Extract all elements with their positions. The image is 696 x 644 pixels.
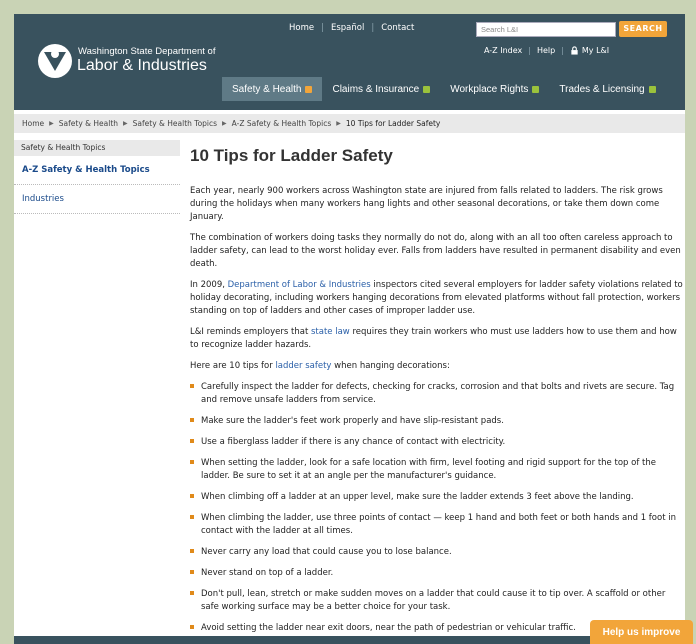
tab-label: Safety & Health — [232, 83, 302, 95]
tip-text: Never carry any load that could cause you to lose balance. — [201, 547, 452, 557]
breadcrumb-current: 10 Tips for Ladder Safety — [345, 119, 441, 128]
sidebar-item-az-topics[interactable]: A-Z Safety & Health Topics — [14, 156, 180, 185]
az-index-link[interactable]: A-Z Index — [484, 46, 523, 55]
main-nav — [222, 77, 666, 101]
bullet-icon — [190, 460, 194, 464]
bullet-icon — [190, 549, 194, 553]
lock-icon — [570, 46, 579, 55]
help-link[interactable]: Help — [536, 46, 556, 55]
util-link-home[interactable]: Home — [289, 23, 315, 33]
tip-text: Never stand on top of a ladder. — [201, 568, 334, 578]
text: inspectors cited several employers for ladder safety violations related to holiday decorating, including workers hanging decorations from elevated platforms without fall protection, workers standing on top of ladders and other cases of improper ladder use. — [190, 280, 683, 316]
search-button[interactable]: SEARCH — [619, 21, 667, 37]
bullet-icon — [190, 570, 194, 574]
chevron-down-icon — [532, 86, 539, 93]
logo-org-line1: Washington State Department of — [78, 46, 216, 57]
breadcrumb-az-topics[interactable]: A-Z Safety & Health Topics — [231, 119, 332, 128]
breadcrumb-safety-health[interactable]: Safety & Health — [58, 119, 119, 128]
chevron-down-icon — [649, 86, 656, 93]
bullet-icon — [190, 591, 194, 595]
state-law-link[interactable]: state law — [310, 327, 350, 337]
list-item — [190, 512, 684, 538]
chevron-down-icon — [305, 86, 312, 93]
util-link-espanol[interactable]: Español — [330, 23, 365, 33]
utility-nav — [289, 21, 414, 35]
divider: | — [371, 23, 375, 33]
bullet-icon — [190, 384, 194, 388]
text: L&I reminds employers that — [190, 327, 311, 337]
bullet-icon — [190, 418, 194, 422]
list-item — [190, 567, 684, 580]
text: In 2009, — [190, 280, 228, 290]
tab-workplace-rights[interactable] — [440, 77, 549, 101]
tip-text: Avoid setting the ladder near exit doors, near the path of pedestrian or vehicular traffic. — [201, 623, 576, 633]
tab-label: Workplace Rights — [450, 83, 529, 95]
tip-text: Don't pull, lean, stretch or make sudden moves on a ladder that could cause it to tip over. A scaffold or other safe working surface may be a better choice for your task. — [201, 589, 666, 612]
list-item — [190, 381, 684, 407]
list-item — [190, 491, 684, 504]
tab-label: Trades & Licensing — [559, 83, 645, 95]
bullet-icon — [190, 515, 194, 519]
agency-logo[interactable] — [36, 42, 216, 86]
list-item — [190, 457, 684, 483]
breadcrumb-topics[interactable]: Safety & Health Topics — [132, 119, 218, 128]
sidebar — [14, 140, 180, 214]
list-item — [190, 415, 684, 428]
logo-org-line2: Labor & Industries — [77, 57, 207, 74]
breadcrumb — [14, 114, 685, 133]
paragraph — [190, 279, 684, 318]
list-item — [190, 588, 684, 614]
text: requires they train workers who must use ladders how to use them and how to recognize ladder hazards. — [190, 327, 677, 350]
ladder-safety-link[interactable]: ladder safety — [275, 361, 332, 371]
my-li-link[interactable]: My L&I — [581, 46, 610, 55]
list-item — [190, 546, 684, 559]
tip-text: Carefully inspect the ladder for defects, checking for cracks, corrosion and that bolts and rivets are secure. Tag and remove unsafe ladders from service. — [201, 382, 675, 405]
search-input[interactable]: Search L&I — [476, 22, 616, 37]
sidebar-heading: Safety & Health Topics — [14, 140, 180, 156]
text: when hanging decorations: — [331, 361, 450, 371]
footer-bar — [14, 636, 685, 644]
list-item — [190, 436, 684, 449]
article — [190, 146, 684, 643]
tab-claims-insurance[interactable] — [322, 77, 440, 101]
chevron-right-icon: ▶ — [49, 120, 54, 127]
paragraph: The combination of workers doing tasks they normally do not do, along with an all too often careless approach to ladder safety, can lead to the worst holiday ever. Falls from ladders have resulted in permanent disability and even death. — [190, 233, 681, 269]
tip-text: When setting the ladder, look for a safe location with firm, level footing and rigid support for the top of the ladder. Be sure to set it at an angle per the manufacturer's guidance. — [201, 458, 656, 481]
sidebar-item-industries[interactable]: Industries — [14, 185, 180, 214]
chevron-right-icon: ▶ — [222, 120, 227, 127]
chevron-down-icon — [423, 86, 430, 93]
chevron-right-icon: ▶ — [123, 120, 128, 127]
page — [14, 14, 685, 644]
text: Here are 10 tips for — [190, 361, 276, 371]
tab-label: Claims & Insurance — [332, 83, 420, 95]
tip-text: Make sure the ladder's feet work properly and have slip-resistant pads. — [201, 416, 504, 426]
bullet-icon — [190, 494, 194, 498]
paragraph — [190, 360, 684, 373]
logo-mark-icon — [36, 42, 74, 80]
paragraph: Each year, nearly 900 workers across Washington state are injured from falls related to ladders. The risk grows during the holidays when many workers hang lights and other seasonal decorations, or take them down come January. — [190, 186, 663, 222]
breadcrumb-home[interactable]: Home — [22, 119, 45, 128]
tip-text: Use a fiberglass ladder if there is any chance of contact with electricity. — [201, 437, 506, 447]
divider: | — [561, 46, 564, 55]
page-title: 10 Tips for Ladder Safety — [190, 146, 393, 165]
divider: | — [528, 46, 531, 55]
divider: | — [321, 23, 324, 33]
site-header — [14, 14, 685, 110]
lni-link[interactable]: Department of Labor & Industries — [227, 280, 371, 290]
tip-text: When climbing off a ladder at an upper level, make sure the ladder extends 3 feet above the landing. — [201, 492, 634, 502]
bullet-icon — [190, 625, 194, 629]
util-link-contact[interactable]: Contact — [381, 23, 415, 33]
paragraph — [190, 326, 684, 352]
account-links — [484, 46, 609, 55]
tip-text: When climbing the ladder, use three points of contact — keep 1 hand and both feet or both hands and 1 foot in contact with the ladder at all times. — [201, 513, 676, 536]
tab-trades-licensing[interactable] — [549, 77, 665, 101]
chevron-right-icon: ▶ — [336, 120, 341, 127]
help-us-improve-button[interactable]: Help us improve — [590, 620, 693, 644]
bullet-icon — [190, 439, 194, 443]
tips-list — [190, 381, 684, 635]
tab-safety-health[interactable] — [222, 77, 322, 101]
